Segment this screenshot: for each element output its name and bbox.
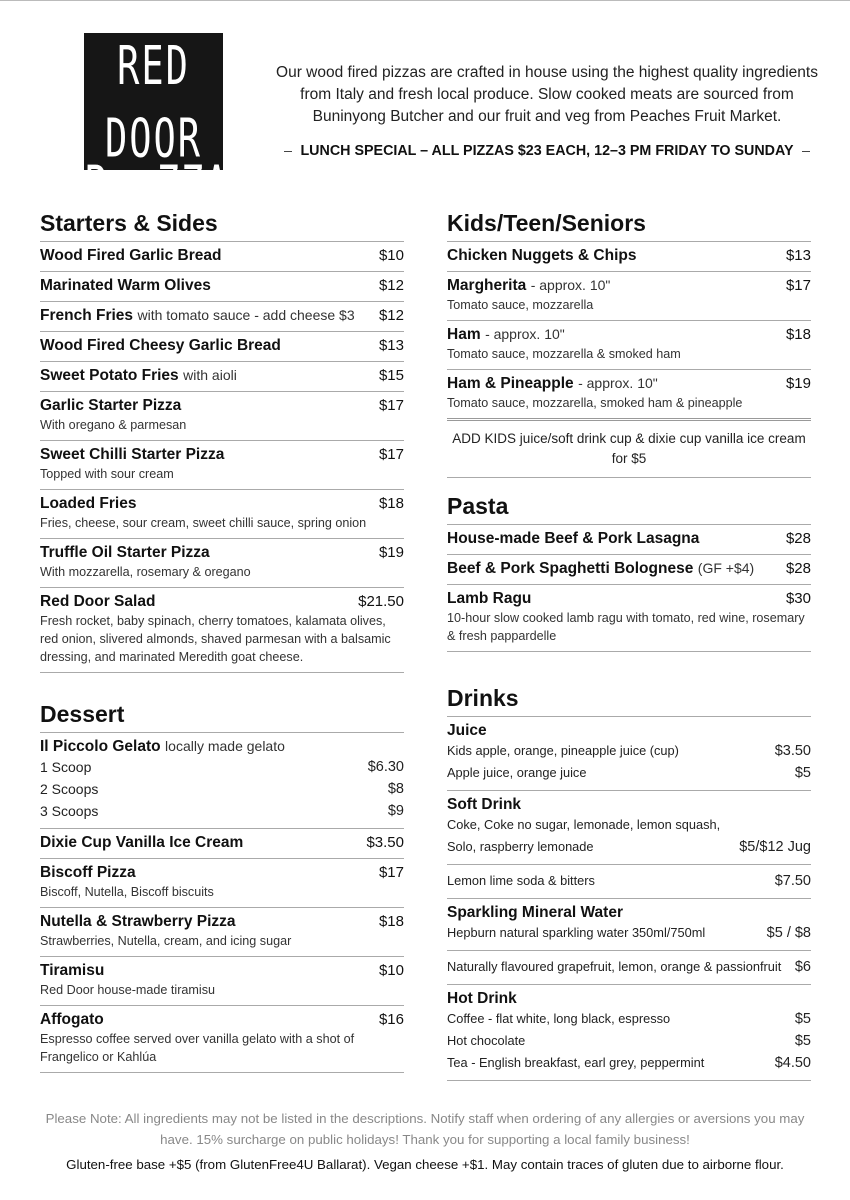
item-note: (GF +$4) [697, 560, 755, 576]
menu-item [447, 271, 811, 320]
option-price: $9 [387, 803, 404, 819]
section-title: Dessert [40, 701, 125, 727]
section-title: Starters & Sides [40, 210, 218, 236]
drink-label: Coffee - flat white, long black, espresso [447, 1011, 671, 1026]
item-price: $3.50 [366, 834, 404, 851]
item-name: Biscoff Pizza [40, 864, 136, 881]
drink-group-juice [447, 716, 811, 790]
drink-group-hot [447, 984, 811, 1081]
item-description: Biscoff, Nutella, Biscoff biscuits [40, 885, 214, 899]
item-price: $17 [378, 397, 404, 414]
item-name: Affogato [40, 1011, 104, 1028]
drink-price: $5/$12 Jug [739, 839, 811, 855]
starters-list [40, 241, 404, 673]
section-title: Drinks [447, 685, 519, 711]
drink-group-sparkling [447, 898, 811, 950]
menu-item [447, 369, 811, 418]
menu-item [40, 331, 404, 361]
menu-item [40, 391, 404, 440]
item-price: $21.50 [358, 593, 404, 610]
item-note: - approx. 10" [578, 375, 658, 391]
menu-item [40, 956, 404, 1005]
menu-item [40, 907, 404, 956]
item-price: $19 [785, 375, 811, 392]
item-name: Garlic Starter Pizza [40, 397, 182, 414]
kids-section [447, 209, 811, 478]
dessert-list [40, 828, 404, 1073]
item-description: With oregano & parmesan [40, 418, 187, 432]
item-name: Sweet Potato Fries [40, 367, 179, 384]
item-name: Ham & Pineapple [447, 375, 574, 392]
item-name: Dixie Cup Vanilla Ice Cream [40, 834, 244, 851]
item-price: $30 [785, 590, 811, 607]
item-description: Tomato sauce, mozzarella [447, 298, 594, 312]
drink-lemon-lime [447, 864, 811, 898]
drink-price: $4.50 [774, 1055, 811, 1071]
menu-item [40, 301, 404, 331]
top-border [0, 0, 850, 1]
menu-item [40, 538, 404, 587]
item-note: locally made gelato [165, 738, 285, 754]
option-label: 3 Scoops [40, 803, 99, 819]
drink-flavoured-water [447, 950, 811, 984]
item-description: Tomato sauce, mozzarella, smoked ham & pineapple [447, 396, 743, 410]
item-price: $28 [785, 560, 811, 577]
drink-group-name: Sparkling Mineral Water [447, 904, 623, 921]
drink-label: Lemon lime soda & bitters [447, 873, 595, 888]
divider [802, 151, 810, 152]
item-note: - approx. 10" [485, 326, 565, 342]
item-description: Fresh rocket, baby spinach, cherry tomatoes, kalamata olives, red onion, slivered almonds, shaved parmesan with a balsamic dressing, and marinated Meredith goat cheese. [40, 614, 391, 664]
item-name: Il Piccolo Gelato [40, 738, 161, 755]
menu-item [40, 858, 404, 907]
item-name: Red Door Salad [40, 593, 156, 610]
item-price: $15 [378, 367, 404, 384]
drink-label: Tea - English breakfast, earl grey, peppermint [447, 1055, 705, 1070]
option-label: 1 Scoop [40, 759, 92, 775]
item-description: Topped with sour cream [40, 467, 174, 481]
drink-price: $5 / $8 [766, 925, 811, 941]
kids-list [447, 241, 811, 421]
drink-label: Hepburn natural sparkling water 350ml/750ml [447, 925, 706, 940]
gluten-note: Gluten-free base +$5 (from GlutenFree4U Ballarat). Vegan cheese +$1. May contain traces of gluten due to airborne flour. [66, 1157, 784, 1172]
drink-label: Coke, Coke no sugar, lemonade, lemon squash, [447, 817, 721, 832]
item-description: Strawberries, Nutella, cream, and icing sugar [40, 934, 292, 948]
menu-item [40, 587, 404, 673]
item-name: Marinated Warm Olives [40, 277, 211, 294]
section-title: Pasta [447, 493, 509, 519]
item-price: $28 [785, 530, 811, 547]
divider [284, 151, 292, 152]
logo [84, 33, 230, 217]
option-price: $8 [387, 781, 404, 797]
item-price: $17 [785, 277, 811, 294]
item-name: Beef & Pork Spaghetti Bolognese [447, 560, 694, 577]
item-price: $18 [378, 913, 404, 930]
logo-line-2: P__ZZA [84, 154, 230, 217]
item-price: $13 [378, 337, 404, 354]
drink-price: $6 [794, 959, 811, 975]
menu-item [40, 440, 404, 489]
item-description: 10-hour slow cooked lamb ragu with tomato, red wine, rosemary & fresh pappardelle [447, 611, 805, 643]
option-label: 2 Scoops [40, 781, 99, 797]
item-name: Margherita [447, 277, 527, 294]
drink-price: $5 [794, 1011, 811, 1027]
logo-line-1: RED DOOR [104, 34, 203, 170]
item-price: $13 [785, 247, 811, 264]
item-price: $19 [378, 544, 404, 561]
item-name: Loaded Fries [40, 495, 137, 512]
menu-item [40, 828, 404, 858]
starters-section [40, 209, 404, 673]
menu-item [40, 241, 404, 271]
allergy-note: Please Note: All ingredients may not be listed in the descriptions. Notify staff when ordering of any allergies or aversions you may have. 15% surcharge on public holidays! Thank you for supporting a local family business! [45, 1111, 805, 1147]
menu-item [447, 584, 811, 652]
menu-item [447, 554, 811, 584]
drink-group-name: Soft Drink [447, 796, 522, 813]
item-name: Nutella & Strawberry Pizza [40, 913, 236, 930]
item-note: - approx. 10" [530, 277, 611, 293]
section-title: Kids/Teen/Seniors [447, 210, 646, 236]
menu-item [40, 271, 404, 301]
item-name: Lamb Ragu [447, 590, 532, 607]
item-price: $10 [378, 247, 404, 264]
lunch-special-text: LUNCH SPECIAL – ALL PIZZAS $23 EACH, 12–3 PM FRIDAY TO SUNDAY [300, 143, 794, 159]
option-price: $6.30 [367, 759, 404, 775]
item-description: Red Door house-made tiramisu [40, 983, 215, 997]
drink-group-name: Juice [447, 722, 487, 739]
item-name: Truffle Oil Starter Pizza [40, 544, 210, 561]
item-name: House-made Beef & Pork Lasagna [447, 530, 700, 547]
item-price: $10 [378, 962, 404, 979]
item-description: Tomato sauce, mozzarella & smoked ham [447, 347, 681, 361]
item-name: Sweet Chilli Starter Pizza [40, 446, 225, 463]
item-description: Espresso coffee served over vanilla gelato with a shot of Frangelico or Kahlúa [40, 1032, 355, 1064]
drink-price: $5 [794, 765, 811, 781]
pasta-list [447, 524, 811, 652]
drink-group-soft [447, 790, 811, 864]
menu-item [40, 1005, 404, 1073]
item-name: Wood Fired Garlic Bread [40, 247, 222, 264]
drink-label: Kids apple, orange, pineapple juice (cup) [447, 743, 679, 758]
menu-item [40, 489, 404, 538]
pasta-section [447, 492, 811, 652]
item-description: With mozzarella, rosemary & oregano [40, 565, 251, 579]
item-price: $16 [378, 1011, 404, 1028]
drink-group-name: Hot Drink [447, 990, 517, 1007]
drinks-section [447, 684, 811, 1081]
item-name: Ham [447, 326, 481, 343]
menu-item [447, 524, 811, 554]
drink-price: $7.50 [774, 873, 811, 889]
lunch-special-banner [284, 143, 810, 159]
item-name: Tiramisu [40, 962, 105, 979]
item-price: $18 [378, 495, 404, 512]
item-name: Wood Fired Cheesy Garlic Bread [40, 337, 281, 354]
menu-item [447, 320, 811, 369]
item-name: French Fries [40, 307, 134, 324]
drink-price: $5 [794, 1033, 811, 1049]
drink-label: Naturally flavoured grapefruit, lemon, orange & passionfruit [447, 959, 782, 974]
menu-item [40, 732, 404, 828]
menu-item [40, 361, 404, 391]
kids-addon-note: ADD KIDS juice/soft drink cup & dixie cup vanilla ice cream for $5 [447, 421, 811, 478]
menu-item [447, 241, 811, 271]
intro-text: Our wood fired pizzas are crafted in house using the highest quality ingredients from Italy and fresh local produce. Slow cooked meats are sourced from Buninyong Butcher and our fruit and veg from Peaches Fruit Market. [276, 64, 818, 125]
dessert-section [40, 700, 404, 1073]
drink-label: Solo, raspberry lemonade [447, 839, 594, 854]
drink-label: Hot chocolate [447, 1033, 526, 1048]
item-price: $18 [785, 326, 811, 343]
item-name: Chicken Nuggets & Chips [447, 247, 637, 264]
item-price: $12 [378, 277, 404, 294]
item-price: $17 [378, 446, 404, 463]
item-note: with aioli [183, 367, 237, 383]
item-note: with tomato sauce - add cheese $3 [137, 307, 355, 323]
item-price: $12 [378, 307, 404, 324]
item-description: Fries, cheese, sour cream, sweet chilli sauce, spring onion [40, 516, 367, 530]
drink-price: $3.50 [774, 743, 811, 759]
drink-label: Apple juice, orange juice [447, 765, 587, 780]
item-price: $17 [378, 864, 404, 881]
